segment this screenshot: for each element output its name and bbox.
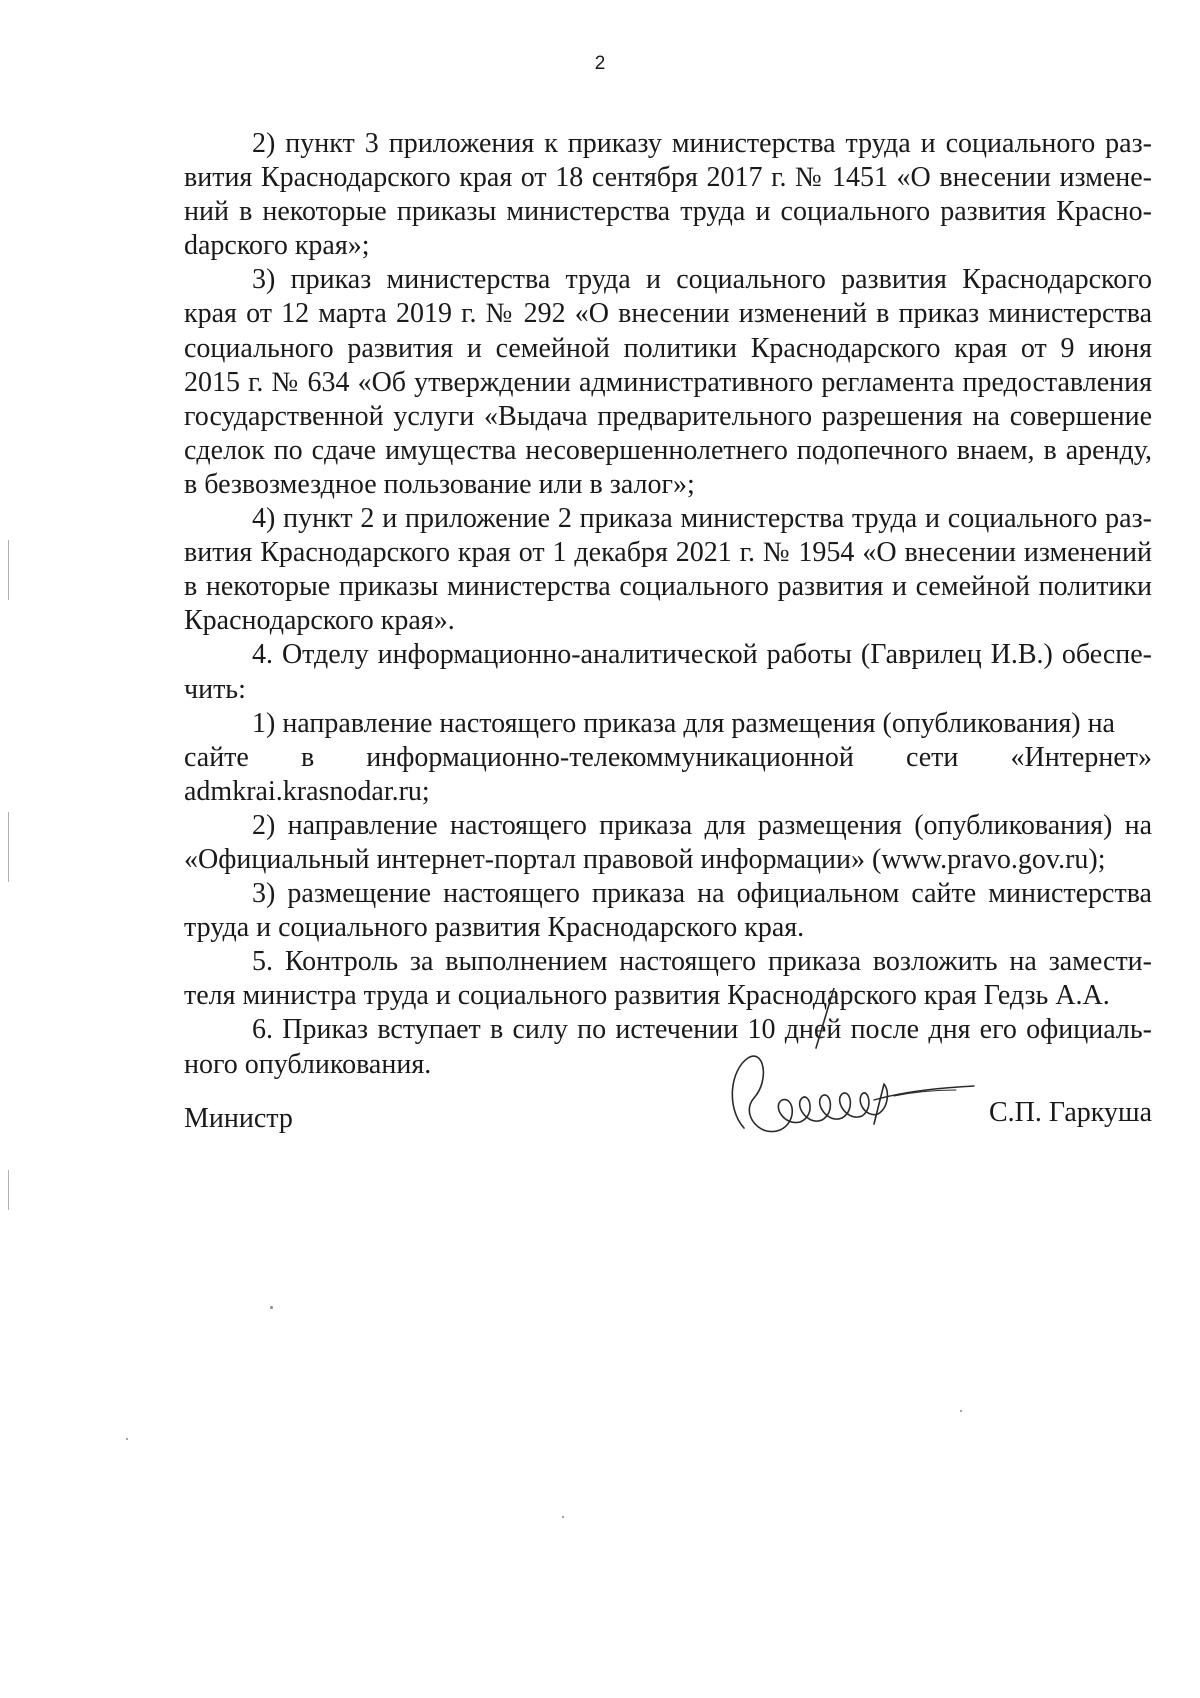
signer-title: Министр — [184, 1103, 293, 1134]
scan-artifact — [126, 1438, 128, 1440]
scan-artifact — [960, 1410, 962, 1412]
paragraph-section-4-item-1-website — [184, 707, 1152, 809]
scan-artifact — [562, 1516, 564, 1518]
paragraph-section-6-effective-date: 6. Приказ вступает в силу по истечении 10 дней после дня его официального опубликования. — [184, 1014, 1152, 1080]
scan-artifact — [8, 812, 9, 882]
document-body — [184, 127, 1152, 1082]
paragraph-item-4-revoked-order-1954: 4) пункт 2 и приложение 2 приказа министерства труда и социального развития Краснодарского края от 1 декабря 2021 г. № 1954 «О внесении изменений в некоторые приказы министерства социального развития и семейной политики Краснодарского края». — [184, 503, 1152, 637]
paragraph-section-4-item-2-legal-portal: 2) направление настоящего приказа для размещения (опубликования) на «Официальный интернет-портал правовой информации» (www.pravo.gov.ru); — [184, 809, 1152, 875]
scan-artifact — [8, 1170, 9, 1210]
paragraph-line: 1) направление настоящего приказа для размещения (опубликования) на — [252, 707, 1115, 739]
scan-artifact — [8, 540, 9, 600]
paragraph-item-3-revoked-order-292: 3) приказ министерства труда и социального развития Краснодарского края от 12 марта 2019 г. № 292 «О внесении изменений в приказ министерства социального развития и семейной политики Краснодарского края от 9 июня 2015 г. № 634 «Об утверждении административного регламента предоставления государственной услуги «Выдача предварительного разрешения на совершение сделок по сдаче имущества несовершеннолетнего подопечного внаем, в аренду, в безвозмездное пользование или в залог»; — [184, 264, 1152, 500]
paragraph-section-4-information-department: 4. Отделу информационно-аналитической работы (Гаврилец И.В.) обеспечить: — [184, 639, 1152, 705]
paragraph-section-4-item-3-ministry-site: 3) размещение настоящего приказа на официальном сайте министерства труда и социального развития Краснодарского края. — [184, 878, 1152, 944]
signature-block — [184, 1088, 1152, 1148]
page-number: 2 — [594, 53, 606, 74]
paragraph-line-justified: сайте в информационно-телекоммуникационной сети «Интернет» — [184, 741, 1152, 773]
paragraph-line-url: admkrai.krasnodar.ru; — [184, 775, 430, 807]
signer-name: С.П. Гаркуша — [988, 1097, 1152, 1128]
handwritten-signature-icon — [724, 988, 984, 1138]
paragraph-item-2-revoked-order-1451: 2) пункт 3 приложения к приказу министерства труда и социального развития Краснодарского края от 18 сентября 2017 г. № 1451 «О внесении изменений в некоторые приказы министерства труда и социального развития Красноdарского края»; — [184, 128, 1152, 262]
scan-artifact — [270, 1306, 273, 1309]
paragraph-section-5-control: 5. Контроль за выполнением настоящего приказа возложить на заместителя министра труда и социального развития Краснодарского края Гедзь А.А. — [184, 946, 1152, 1012]
